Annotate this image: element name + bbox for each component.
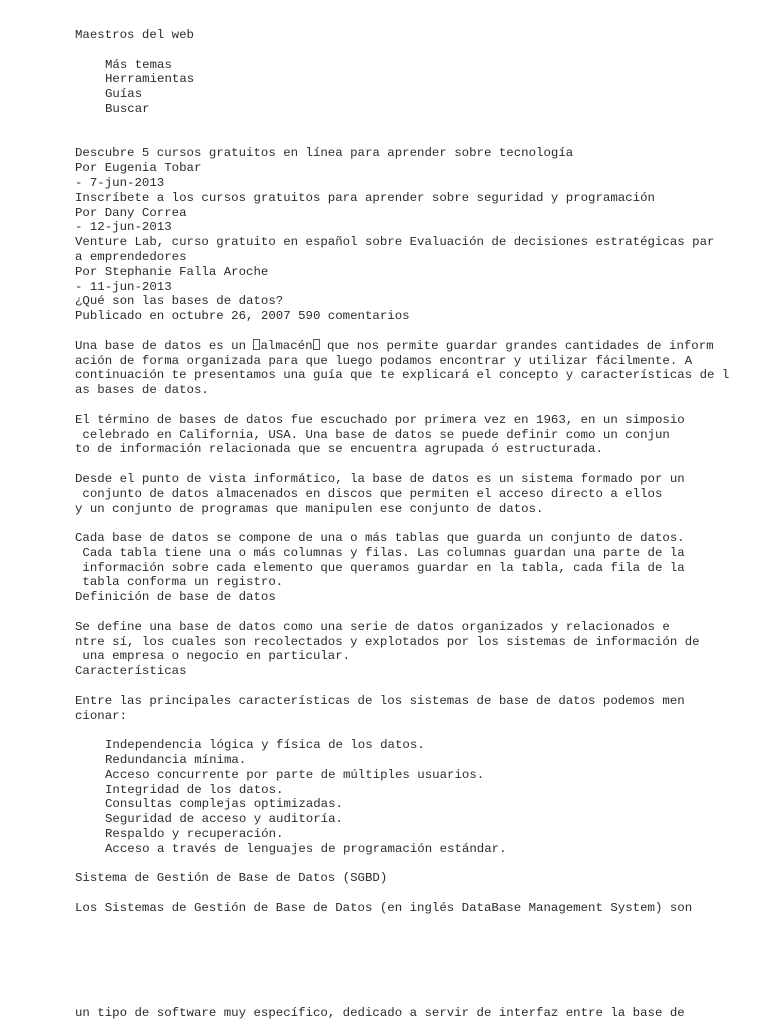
features-list — [75, 738, 755, 856]
intro-line-1 — [75, 339, 755, 354]
list-item: Acceso concurrente por parte de múltiples usuarios. — [105, 767, 485, 782]
related-author-1[interactable]: Por Eugenia Tobar — [75, 161, 202, 176]
nav-item-guias[interactable]: Guías — [105, 87, 143, 102]
document-body — [75, 28, 755, 916]
text-line: celebrado en California, USA. Una base de datos se puede definir como un conjun — [75, 427, 670, 442]
paragraph-informatic — [75, 472, 755, 516]
text-line: cionar: — [75, 708, 128, 723]
related-title-2[interactable]: Inscríbete a los cursos gratuitos para aprender sobre seguridad y programación — [75, 190, 655, 205]
related-title-3[interactable]: Venture Lab, curso gratuito en español sobre Evaluación de decisiones estratégicas par — [75, 235, 715, 250]
related-date-1: - 7-jun-2013 — [75, 175, 165, 190]
nav-item-herramientas[interactable]: Herramientas — [105, 72, 195, 87]
text-line: información sobre cada elemento que queramos guardar en la tabla, cada fila de la — [75, 560, 685, 575]
paragraph-definition — [75, 620, 755, 664]
list-item: Respaldo y recuperación. — [105, 827, 284, 842]
related-author-3[interactable]: Por Stephanie Falla Aroche — [75, 264, 269, 279]
list-item: Redundancia mínima. — [105, 753, 247, 768]
paragraph-tables — [75, 531, 755, 590]
related-author-2[interactable]: Por Dany Correa — [75, 205, 187, 220]
text-line: El término de bases de datos fue escuchado por primera vez en 1963, en un simposio — [75, 412, 685, 427]
heading-characteristics: Características — [75, 664, 187, 679]
related-date-3: - 11-jun-2013 — [75, 279, 172, 294]
list-item: Consultas complejas optimizadas. — [105, 797, 343, 812]
paragraph-characteristics — [75, 694, 755, 724]
intro-text-a: Una base de datos es un — [75, 338, 254, 353]
paragraph-history — [75, 413, 755, 457]
list-item: Independencia lógica y física de los datos. — [105, 738, 425, 753]
related-title-3-cont[interactable]: a emprendedores — [75, 249, 187, 264]
intro-text-c: que nos permite guardar grandes cantidades de inform — [319, 338, 714, 353]
heading-definition: Definición de base de datos — [75, 590, 276, 605]
intro-line-2: ación de forma organizada para que luego podamos encontrar y utilizar fácilmente. A — [75, 353, 693, 368]
text-line: Desde el punto de vista informático, la base de datos es un sistema formado por un — [75, 471, 685, 486]
heading-sgbd: Sistema de Gestión de Base de Datos (SGBD) — [75, 871, 388, 886]
list-item: Seguridad de acceso y auditoría. — [105, 812, 343, 827]
text-line: tabla conforma un registro. — [75, 575, 284, 590]
text-line: Cada base de datos se compone de una o más tablas que guarda un conjunto de datos. — [75, 531, 685, 546]
list-item: Acceso a través de lenguajes de programación estándar. — [105, 841, 507, 856]
paragraph-intro — [75, 339, 755, 398]
text-line: una empresa o negocio en particular. — [75, 649, 351, 664]
text-line: Se define una base de datos como una serie de datos organizados y relacionados e — [75, 619, 670, 634]
intro-line-4: as bases de datos. — [75, 383, 209, 398]
paragraph-sgbd: Los Sistemas de Gestión de Base de Datos (en inglés DataBase Management System) son — [75, 901, 693, 916]
text-line: ntre sí, los cuales son recolectados y explotados por los sistemas de información de — [75, 634, 700, 649]
related-title-1[interactable]: Descubre 5 cursos gratuitos en línea para aprender sobre tecnología — [75, 146, 574, 161]
nav-item-buscar[interactable]: Buscar — [105, 101, 150, 116]
missing-glyph-icon — [313, 339, 320, 350]
article-meta: Publicado en octubre 26, 2007 590 comentarios — [75, 309, 410, 324]
text-line: to de información relacionada que se encuentra agrupada ó estructurada. — [75, 442, 603, 457]
text-line: Cada tabla tiene una o más columnas y filas. Las columnas guardan una parte de la — [75, 545, 685, 560]
intro-line-3: continuación te presentamos una guía que te explicará el concepto y características de l — [75, 368, 730, 383]
nav-item-mas-temas[interactable]: Más temas — [105, 57, 172, 72]
article-title: ¿Qué son las bases de datos? — [75, 294, 284, 309]
text-line: Entre las principales características de los sistemas de base de datos podemos men — [75, 693, 685, 708]
site-name[interactable]: Maestros del web — [75, 28, 194, 42]
intro-text-b: almacén — [260, 338, 313, 353]
text-line: conjunto de datos almacenados en discos que permiten el acceso directo a ellos — [75, 486, 663, 501]
text-line: y un conjunto de programas que manipulen ese conjunto de datos. — [75, 501, 544, 516]
paragraph-sgbd-continued: un tipo de software muy específico, dedicado a servir de interfaz entre la base de — [75, 1006, 685, 1020]
related-date-2: - 12-jun-2013 — [75, 220, 172, 235]
list-item: Integridad de los datos. — [105, 782, 284, 797]
